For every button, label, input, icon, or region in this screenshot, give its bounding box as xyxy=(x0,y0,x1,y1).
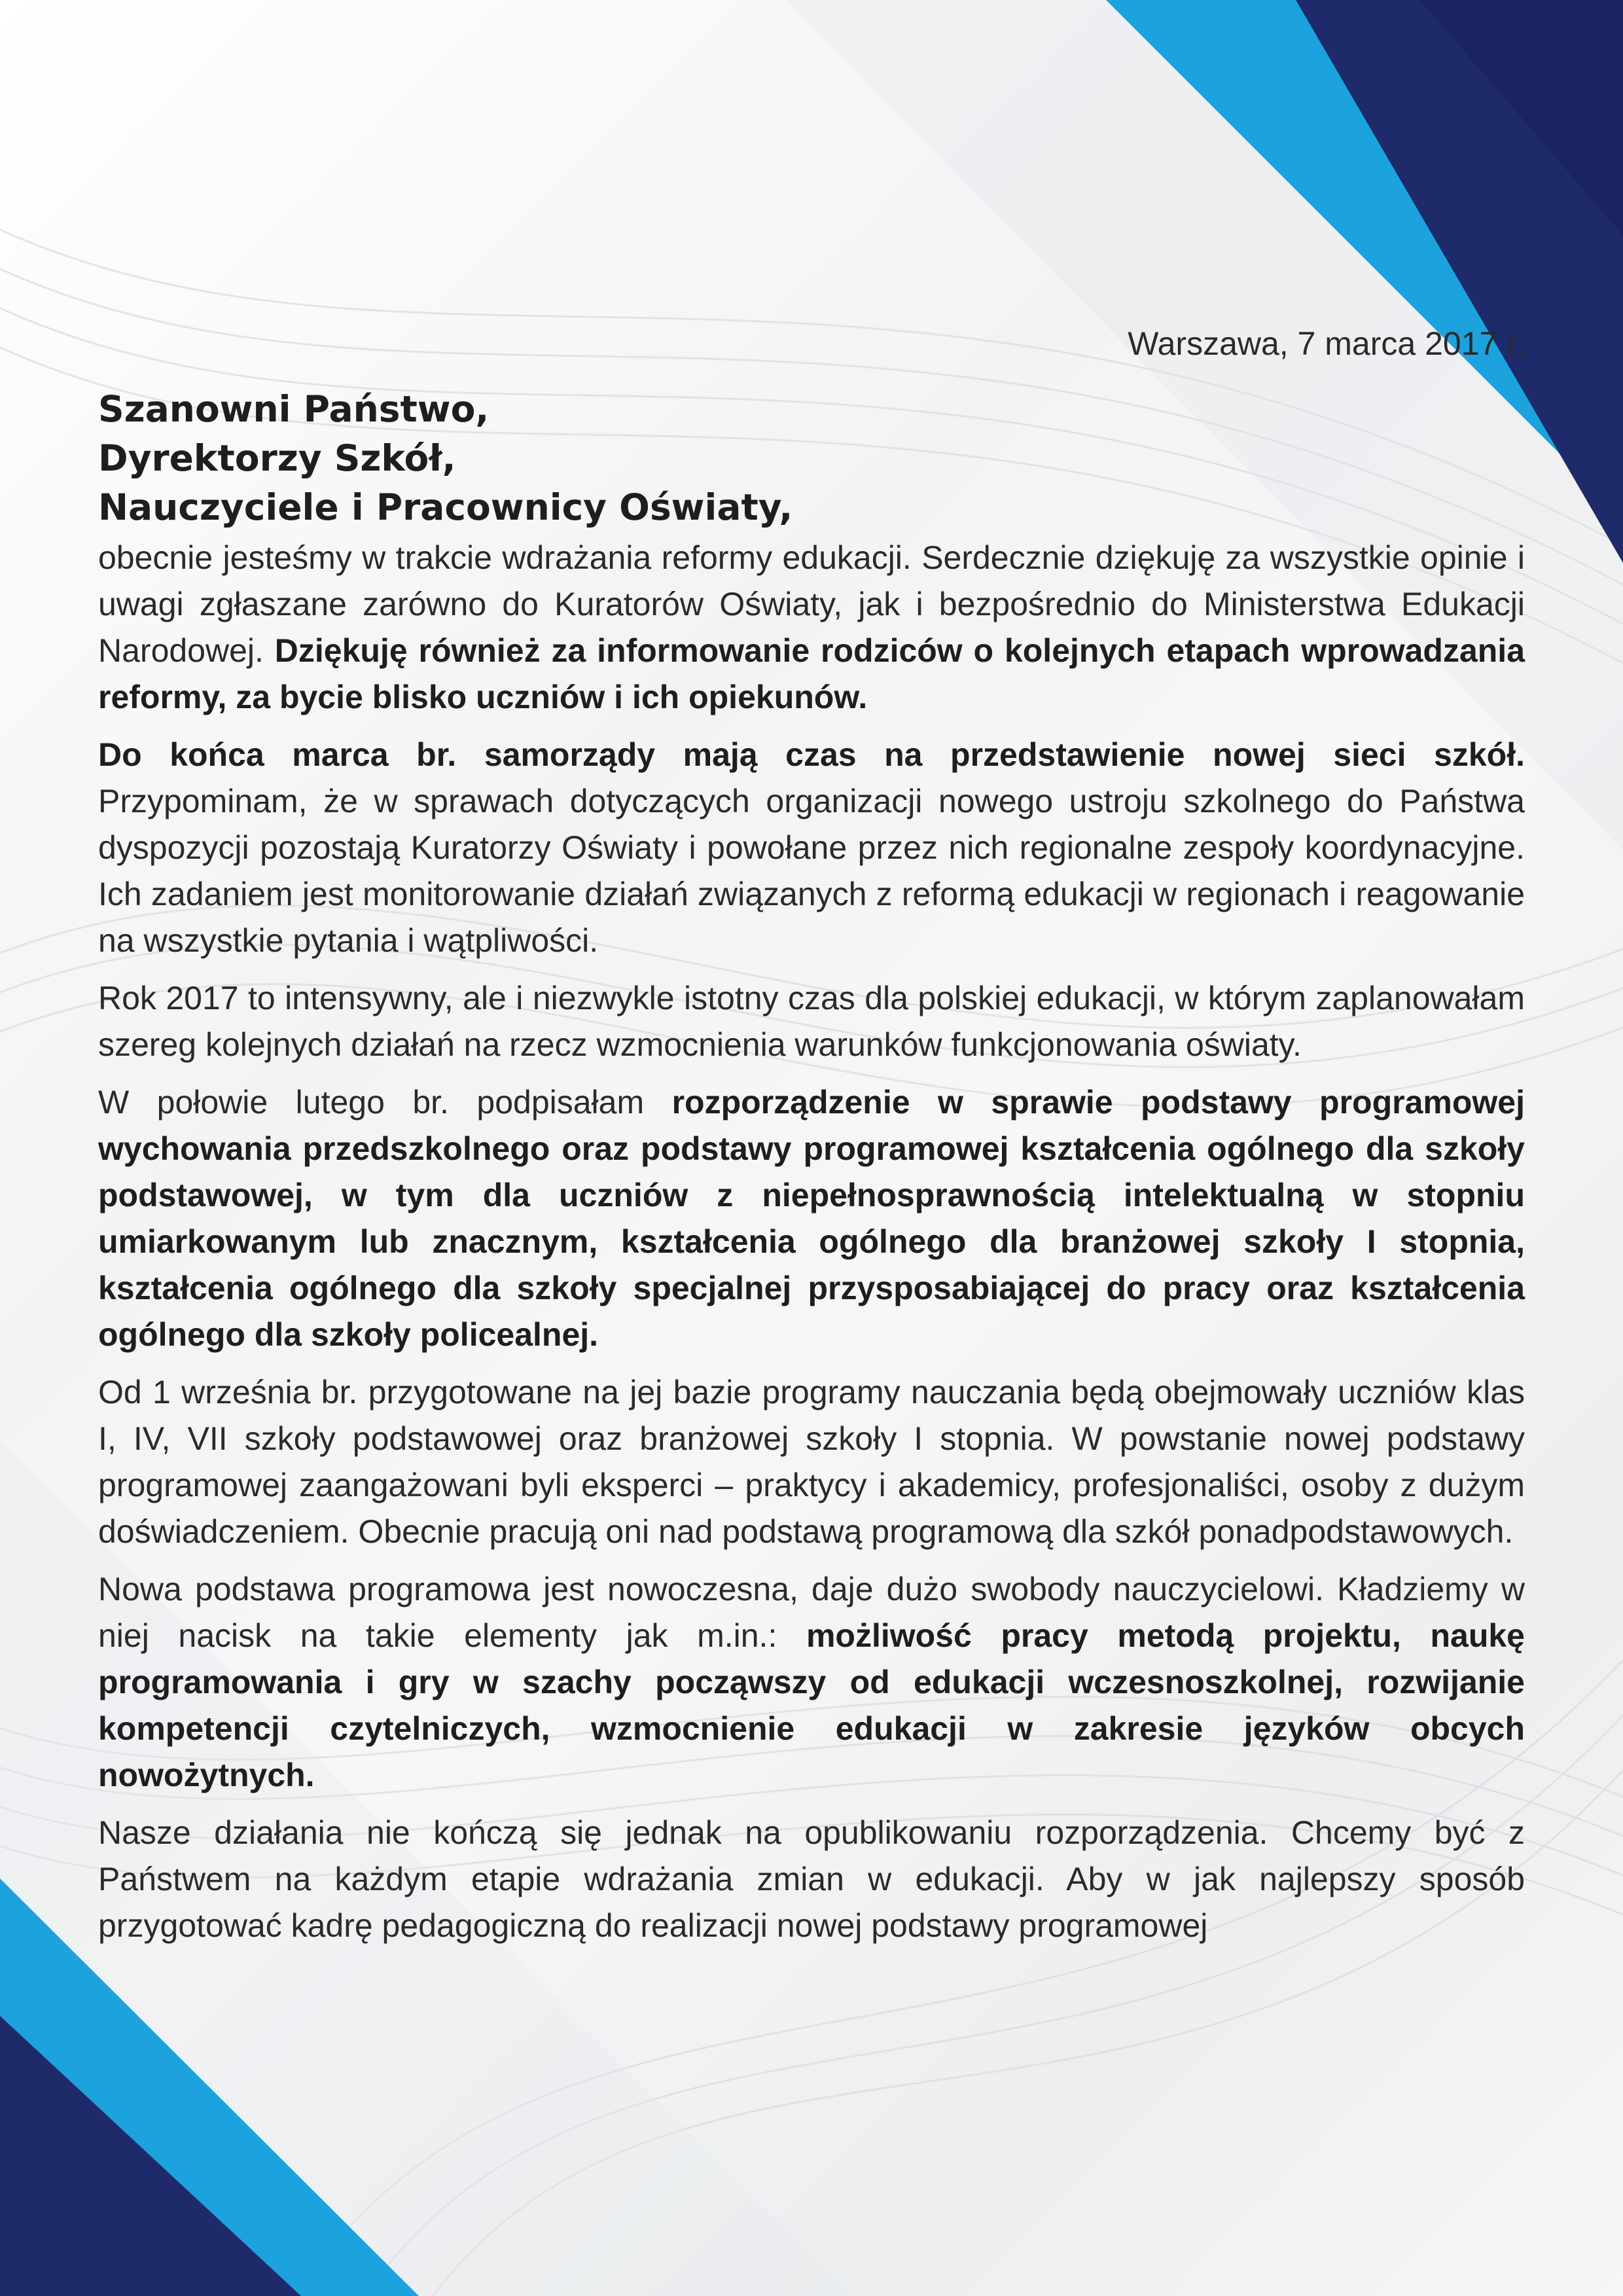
paragraph xyxy=(98,535,1525,721)
paragraph xyxy=(98,1369,1525,1555)
paragraph-text: Rok 2017 to intensywny, ale i niezwykle istotny czas dla polskiej edukacji, w którym zaplanowałam szereg kolejnych działań na rzecz wzmocnienia warunków funkcjonowania oświaty. xyxy=(98,980,1525,1063)
paragraph-emphasis: możliwość pracy metodą projektu, naukę programowania i gry w szachy począwszy od edukacji wczesnoszkolnej, rozwijanie kompetencji czytelniczych, wzmocnienie edukacji w zakresie języków obcych nowożytnych. xyxy=(98,1617,1525,1793)
paragraph xyxy=(98,1079,1525,1358)
paragraph-text: obecnie jesteśmy w trakcie wdrażania reformy edukacji. Serdecznie dziękuję za wszystkie opinie i uwagi zgłaszane zarówno do Kuratorów Oświaty, jak i bezpośrednio do Ministerstwa Edukacji Narodowej. xyxy=(98,539,1525,669)
letter-body xyxy=(98,321,1525,1960)
paragraph-text: Przypominam, że w sprawach dotyczących organizacji nowego ustroju szkolnego do Państwa dyspozycji pozostają Kuratorzy Oświaty i powołane przez nich regionalne zespoły koordynacyjne. Ich zadaniem jest monitorowanie działań związanych z reformą edukacji w regionach i reagowanie na wszystkie pytania i wątpliwości. xyxy=(98,783,1525,959)
paragraph-emphasis: Do końca marca br. samorządy mają czas na przedstawienie nowej sieci szkół. xyxy=(98,736,1525,773)
paragraph-text: W połowie lutego br. podpisałam xyxy=(98,1084,672,1121)
paragraph-emphasis: rozporządzenie w sprawie podstawy programowej wychowania przedszkolnego oraz podstawy programowej kształcenia ogólnego dla szkoły podstawowej, w tym dla uczniów z niepełnosprawnością intelektualną w stopniu umiarkowanym lub znacznym, kształcenia ogólnego dla branżowej szkoły I stopnia, kształcenia ogólnego dla szkoły specjalnej przysposabiającej do pracy oraz kształcenia ogólnego dla szkoły policealnej. xyxy=(98,1084,1525,1353)
paragraph-emphasis: Dziękuję również za informowanie rodziców o kolejnych etapach wprowadzania reformy, za bycie blisko uczniów i ich opiekunów. xyxy=(98,632,1525,715)
paragraph xyxy=(98,1810,1525,1949)
paragraph-text: Od 1 września br. przygotowane na jej bazie programy nauczania będą obejmowały uczniów klas I, IV, VII szkoły podstawowej oraz branżowej szkoły I stopnia. W powstanie nowej podstawy programowej zaangażowani byli eksperci – praktycy i akademicy, profesjonaliści, osoby z dużym doświadczeniem. Obecnie pracują oni nad podstawą programową dla szkół ponadpodstawowych. xyxy=(98,1374,1525,1550)
paragraph xyxy=(98,975,1525,1068)
salutation-line: Nauczyciele i Pracownicy Oświaty, xyxy=(98,486,793,528)
paragraph xyxy=(98,732,1525,964)
salutation xyxy=(98,385,1525,532)
paragraph-text: Nasze działania nie kończą się jednak na opublikowaniu rozporządzenia. Chcemy być z Państwem na każdym etapie wdrażania zmian w edukacji. Aby w jak najlepszy sposób przygotować kadrę pedagogiczną do realizacji nowej podstawy programowej xyxy=(98,1814,1525,1944)
salutation-line: Szanowni Państwo, xyxy=(98,388,490,430)
paragraph-text: Nowa podstawa programowa jest nowoczesna, daje dużo swobody nauczycielowi. Kładziemy w niej nacisk na takie elementy jak m.in.: xyxy=(98,1571,1525,1654)
salutation-line: Dyrektorzy Szkół, xyxy=(98,437,456,479)
letter-date: Warszawa, 7 marca 2017 r. xyxy=(1128,325,1525,362)
paragraph xyxy=(98,1566,1525,1799)
